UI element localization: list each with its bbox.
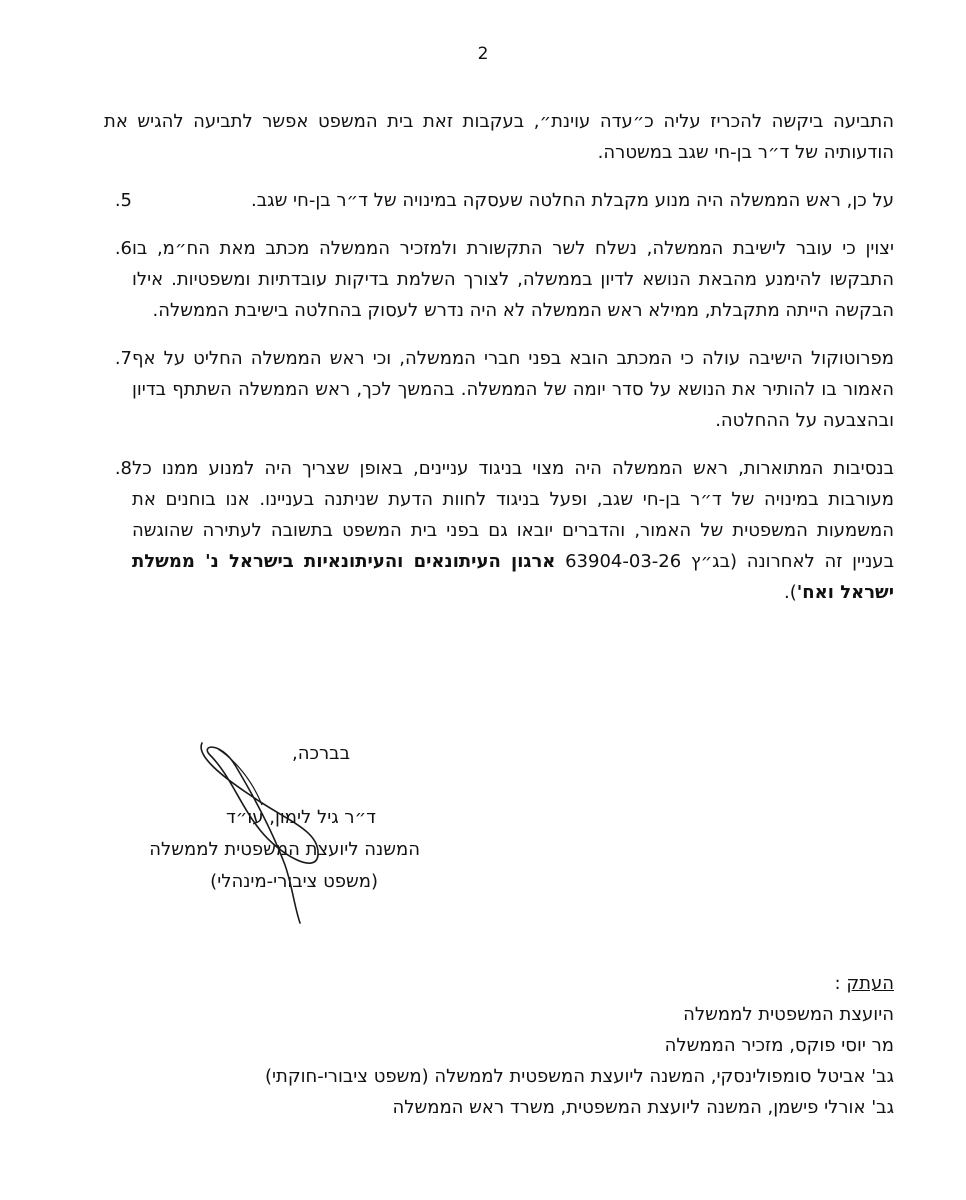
greeting: בברכה,: [292, 743, 350, 764]
copy-recipient: גב' אורלי פישמן, המשנה ליועצת המשפטית, משרד ראש הממשלה: [392, 1097, 894, 1118]
page-number: 2: [477, 44, 489, 64]
signer-title: המשנה ליועצת המשפטית לממשלה: [149, 839, 420, 860]
copies-colon: :: [834, 973, 841, 994]
paragraph-number: 6.: [114, 238, 132, 259]
copy-recipient: מר יוסי פוקס, מזכיר הממשלה: [664, 1035, 894, 1056]
copy-recipient: גב' אביטל סומפולינסקי, המשנה ליועצת המשפטית לממשלה (משפט ציבורי-חוקתי): [264, 1066, 894, 1087]
paragraph-text: [132, 453, 894, 608]
letter-body: [104, 106, 894, 625]
copies-title: העתק: [846, 973, 894, 994]
paragraph-text: על כן, ראש הממשלה היה מנוע מקבלת החלטה שעסקה במינויה של ד״ר בן-חי שגב.: [251, 190, 894, 211]
paragraph-number: 8.: [114, 458, 132, 479]
paragraph-5: [104, 185, 894, 216]
paragraph-7: [104, 343, 894, 436]
paragraph-text-part: בנסיבות המתוארות, ראש הממשלה היה מצוי בניגוד עניינים, באופן שצריך היה למנוע ממנו כל מעורבות במינויה של ד״ר בן-חי שגב, ופעל בניגוד לחוות הדעת שניתנה בעניינו. אנו בוחנים את המשמעות המשפטית של האמור, והדברים יובאו גם בפני בית המשפט בתשובה לעתירה שהוגשה בעניין זה לאחרונה (בג״ץ 63904-03-26: [132, 458, 894, 572]
paragraph-number: 7.: [114, 348, 132, 369]
copies-section: [104, 968, 894, 1123]
paragraph-8: [104, 453, 894, 608]
paragraph-text: יצוין כי עובר לישיבת הממשלה, נשלח לשר התקשורת ולמזכיר הממשלה מכתב מאת הח״מ, בו התבקשו להימנע מהבאת הנושא לדיון בממשלה, לצורך השלמת בדיקות עובדתיות ומשפטיות. אילו הבקשה הייתה מתקבלת, ממילא ראש הממשלה לא היה נדרש לעסוק בהחלטה בישיבת הממשלה.: [132, 238, 894, 321]
paragraph-text-part: ).: [784, 582, 797, 603]
signer-department: (משפט ציבורי-מינהלי): [210, 871, 378, 892]
signer-name: ד״ר גיל לימון, עו״ד: [225, 807, 376, 828]
paragraph-number: 5.: [114, 190, 132, 211]
paragraph-6: [104, 233, 894, 326]
handwritten-signature: [190, 735, 340, 935]
case-name: ארגון העיתונאים והעיתונאיות בישראל נ' ממשלת ישראל ואח': [132, 551, 894, 603]
intro-paragraph: התביעה ביקשה להכריז עליה כ״עדה עוינת״, בעקבות זאת בית המשפט אפשר לתביעה להגיש את הודעותיה של ד״ר בן-חי שגב במשטרה.: [104, 111, 894, 163]
copies-heading: [104, 968, 894, 999]
paragraph-text: מפרוטוקול הישיבה עולה כי המכתב הובא בפני חברי הממשלה, וכי ראש הממשלה החליט על אף האמור בו להותיר את הנושא על סדר יומה של הממשלה. בהמשך לכך, ראש הממשלה השתתף בדיון ובהצבעה על ההחלטה.: [132, 348, 894, 431]
copy-recipient: היועצת המשפטית לממשלה: [683, 1004, 894, 1025]
